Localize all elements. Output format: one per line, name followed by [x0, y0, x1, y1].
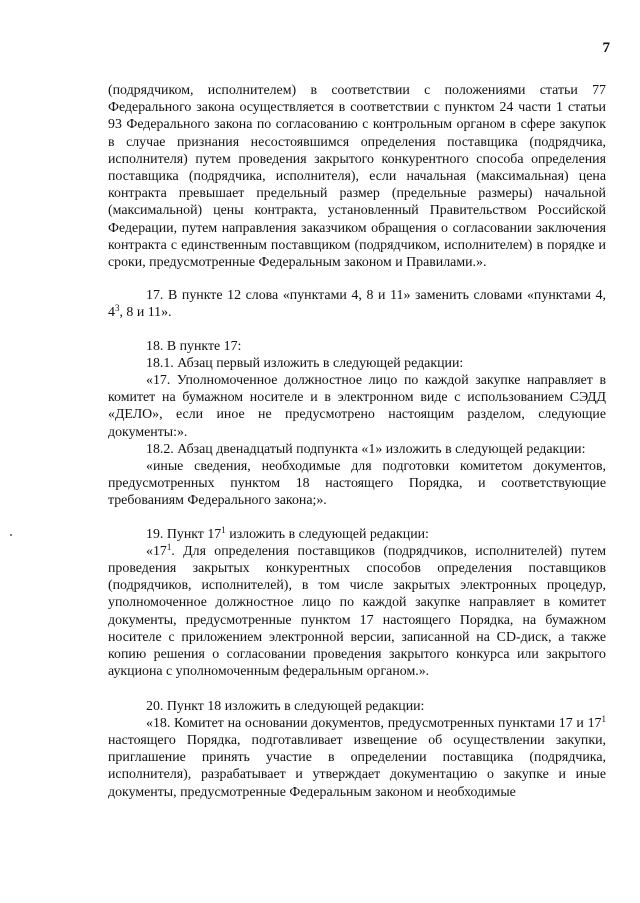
- paragraph-text: . Для определения поставщиков (подрядчиков, исполнителей) путем проведения закрытых конкурентных способов определения поставщиков (подрядчиков, исполнителей), в том числе закрытых электронных процедур, уполномоченное должностное лицо по каждой закупке направляет в комитет документы, предусмотренные пунктом 17 настоящего Порядка, на бумажном носителе с приложением электронной версии, записанной на CD-диск, а также копию решения о согласовании проведения закрытого конкурса или закрытого аукциона с уполномоченным федеральным органом.».: [108, 543, 606, 680]
- paragraph-quote-other-info: «иные сведения, необходимые для подготовки комитетом документов, предусмотренных пунктом 18 настоящего Порядка, и соответствующие требованиям Федерального закона;».: [108, 459, 606, 509]
- paragraph-quote-17: «17. Уполномоченное должностное лицо по каждой закупке направляет в комитет на бумажном носителе и в электронном виде с использованием СЭДД «ДЕЛО», если иное не предусмотрено настоящим разделом, следующие документы:».: [108, 373, 606, 440]
- superscript: 1: [601, 713, 606, 724]
- superscript: 1: [221, 524, 226, 535]
- paragraph-item-17: [108, 287, 606, 321]
- paragraph-item-18-2: 18.2. Абзац двенадцатый подпункта «1» изложить в следующей редакции:: [146, 441, 586, 457]
- paragraph-item-18: 18. В пункте 17:: [146, 338, 242, 354]
- superscript: 3: [114, 303, 120, 314]
- paragraph-quote-17-1: [108, 543, 606, 681]
- paragraph-text: «18. Комитет на основании документов, предусмотренных пунктами 17 и 17: [146, 715, 602, 731]
- superscript: 1: [166, 541, 172, 552]
- scan-speck: [10, 534, 12, 536]
- paragraph-text: , 8 и 11».: [119, 305, 172, 321]
- paragraph-quote-18: [108, 715, 606, 801]
- document-body: [108, 82, 606, 801]
- paragraph-item-19: [108, 526, 606, 543]
- paragraph-item-18-1: 18.1. Абзац первый изложить в следующей редакции:: [146, 355, 464, 371]
- paragraph-text: «17: [146, 543, 167, 559]
- paragraph-text: изложить в следующей редакции:: [225, 526, 429, 542]
- paragraph-continuation: (подрядчиком, исполнителем) в соответствии с положениями статьи 77 Федерального закона осуществляется в соответствии с пунктом 24 части 1 статьи 93 Федерального закона по согласованию с контрольным органом в сфере закупок в случае признания несостоявшимся определения поставщика (подрядчика, исполнителя) путем проведения закрытого конкурентного способа определения поставщика (подрядчика, исполнителя), если начальная (максимальная) цена контракта превышает предельный размер (предельные размеры) начальной (максимальной) цены контракта, установленный Правительством Российской Федерации, путем направления заказчиком обращения о согласовании заключения контракта с единственным поставщиком (подрядчиком, исполнителем) в порядке и сроки, предусмотренные Федеральным законом и Правилами.».: [108, 83, 606, 271]
- paragraph-text: настоящего Порядка, подготавливает извещение об осуществлении закупки, приглашение принять участие в определении поставщика (подрядчика, исполнителя), разрабатывает и утверждает документацию о закупке и иные документы, предусмотренные Федеральным законом и необходимые: [108, 732, 606, 800]
- paragraph-item-20: 20. Пункт 18 изложить в следующей редакции:: [146, 698, 425, 714]
- paragraph-text: 17. В пункте 12 слова «пунктами 4, 8 и 11» заменить словами «пунктами 4, 4: [108, 288, 606, 321]
- paragraph-text: 19. Пункт 17: [146, 526, 222, 542]
- page-number: 7: [602, 40, 610, 56]
